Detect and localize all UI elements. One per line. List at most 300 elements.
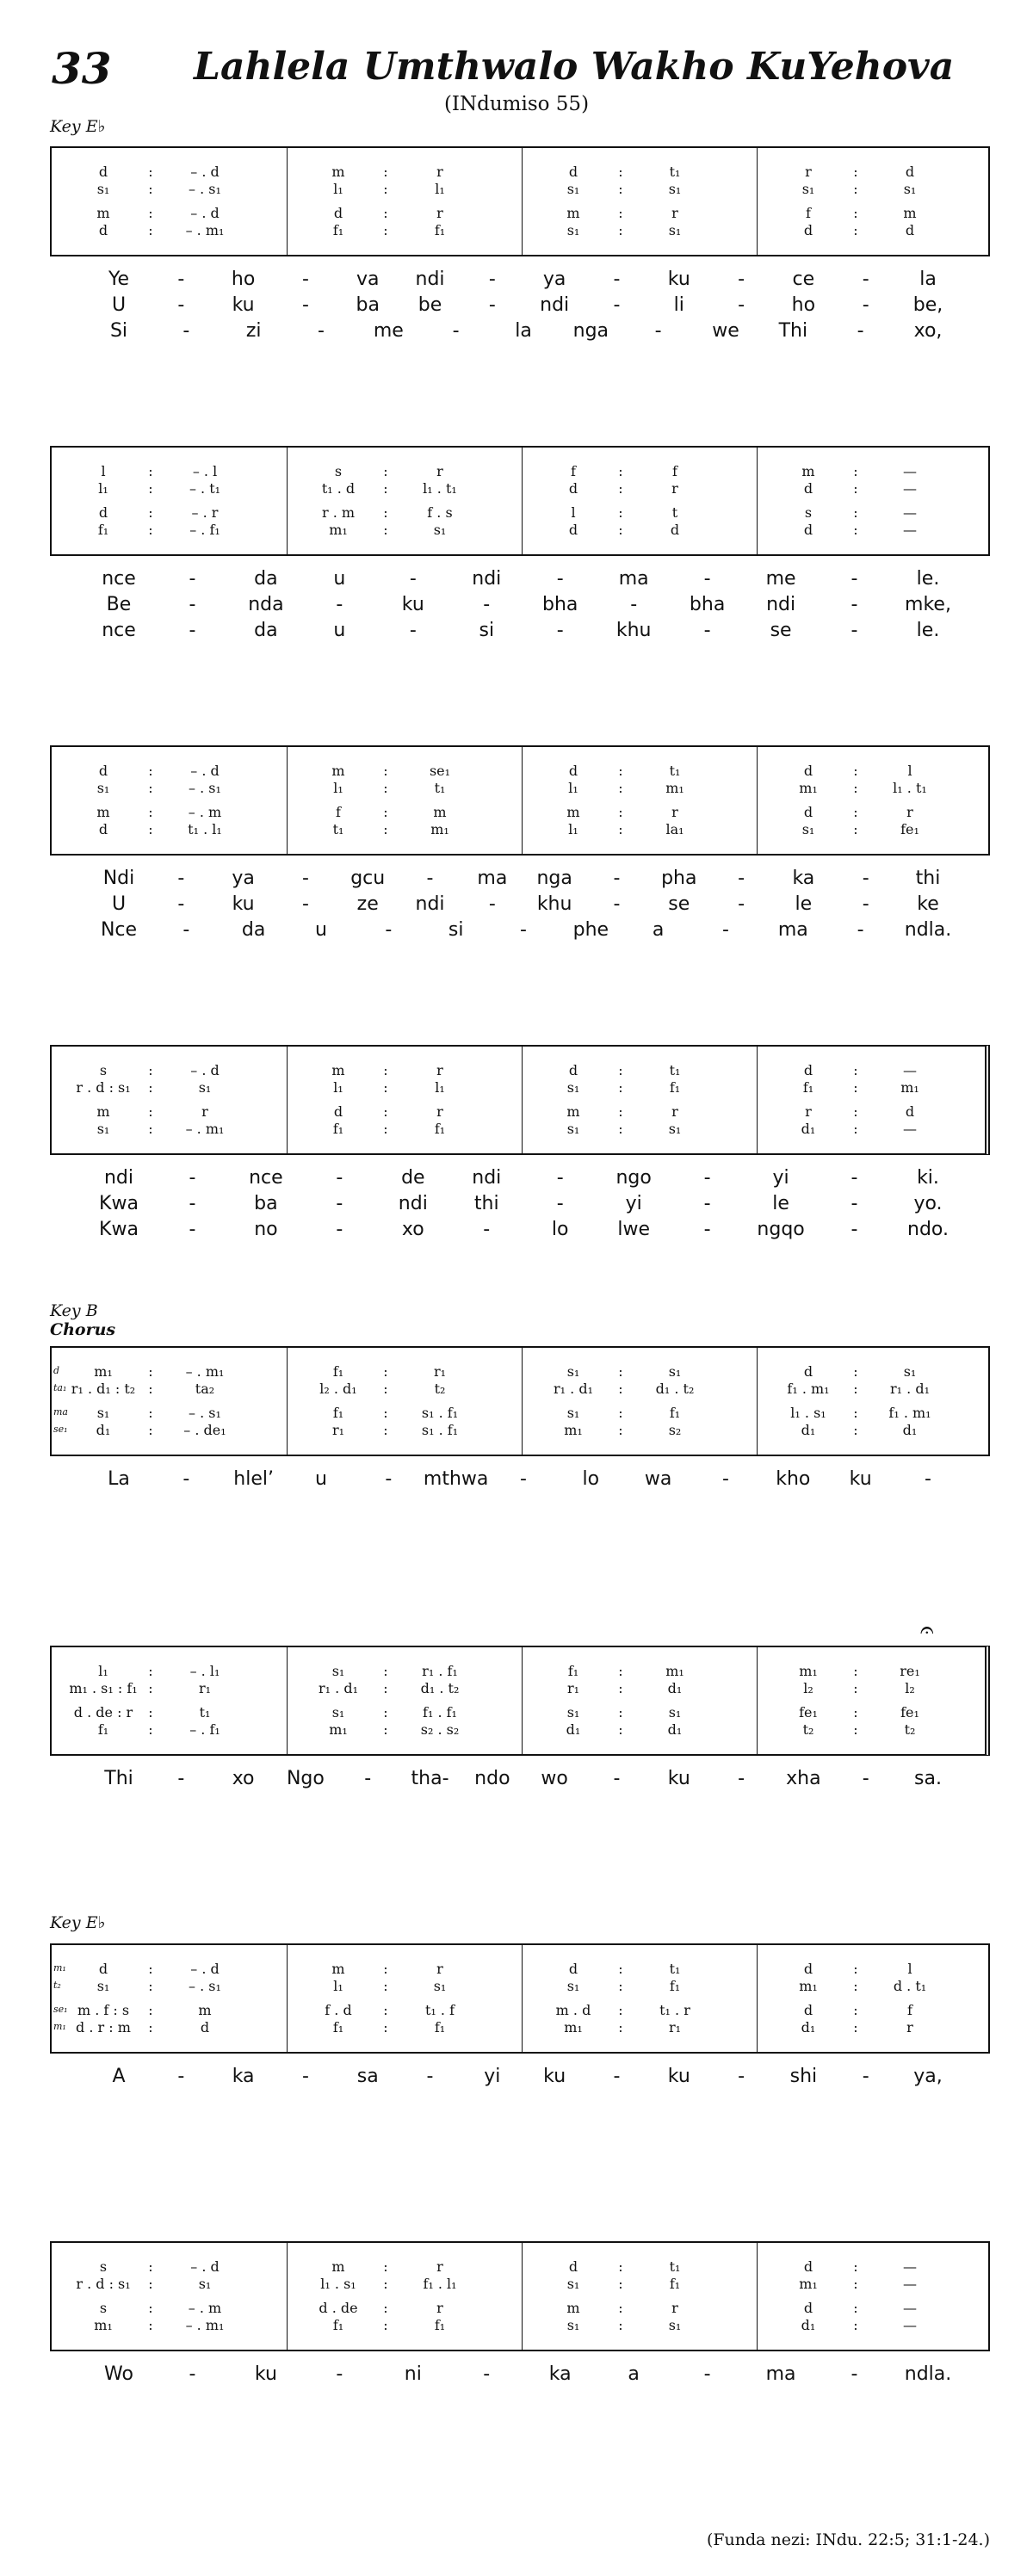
solfa-note: : bbox=[148, 1422, 153, 1438]
hyphen: - bbox=[182, 320, 190, 342]
solfa-note: m₁ bbox=[799, 780, 818, 796]
voice-line bbox=[522, 1978, 757, 1995]
syllable: Be bbox=[106, 594, 132, 615]
solfa-note: r . d : s₁ bbox=[76, 1079, 131, 1096]
syllable: si bbox=[479, 620, 495, 641]
solfa-note: : bbox=[618, 205, 623, 221]
solfa-note: s₁ bbox=[331, 1704, 345, 1720]
voice-line bbox=[757, 1721, 992, 1739]
footer-reference: (Funda nezi: INdu. 22:5; 31:1-24.) bbox=[706, 2530, 990, 2549]
voice-line bbox=[757, 463, 992, 480]
voice-line bbox=[52, 1405, 287, 1422]
solfa-note: m bbox=[331, 1062, 345, 1078]
solfa-note: f₁ bbox=[332, 1405, 344, 1421]
solfa-note: : bbox=[853, 480, 858, 497]
syllable: be, bbox=[912, 294, 943, 316]
syllable: khu bbox=[615, 620, 652, 641]
voice-line bbox=[522, 1103, 757, 1121]
syllable: U bbox=[111, 893, 127, 915]
syllable: yi bbox=[625, 1193, 642, 1214]
voice-line bbox=[287, 1680, 522, 1697]
solfa-note: l₁ . t₁ bbox=[423, 480, 457, 497]
solfa-note: r bbox=[436, 164, 443, 180]
hyphen: - bbox=[189, 620, 196, 641]
solfa-note: f₁ . m₁ bbox=[888, 1405, 931, 1421]
hyphen: - bbox=[738, 893, 745, 915]
solfa-note: s₁ bbox=[566, 1363, 580, 1380]
syllable: hlel’ bbox=[233, 1468, 275, 1490]
solfa-note: : bbox=[853, 1103, 858, 1120]
solfa-note: : bbox=[618, 763, 623, 779]
solfa-note: s₁ bbox=[668, 1121, 682, 1137]
lyric-line bbox=[50, 1468, 990, 1494]
solfa-note: : bbox=[853, 821, 858, 837]
solfa-note: d₁ bbox=[801, 1121, 816, 1137]
voice-line bbox=[287, 1978, 522, 1995]
solfa-note: f₁ bbox=[332, 2317, 344, 2333]
solfa-note: – . m₁ bbox=[185, 1363, 225, 1380]
solfa-note: : bbox=[853, 1680, 858, 1696]
solfa-note: – . l₁ bbox=[189, 1663, 220, 1679]
solfa-note: m bbox=[331, 164, 345, 180]
voice-line bbox=[52, 522, 287, 539]
solfa-note: — bbox=[903, 1121, 917, 1137]
solfa-note: : bbox=[148, 1721, 153, 1738]
voice-label: se₁ bbox=[53, 2004, 68, 2015]
solfa-note: d bbox=[98, 164, 108, 180]
voice-line bbox=[757, 821, 992, 838]
solfa-note: : bbox=[383, 222, 388, 238]
solfa-note: – . m bbox=[188, 804, 222, 820]
solfa-note: r bbox=[906, 2019, 913, 2035]
solfa-note: : bbox=[148, 1121, 153, 1137]
solfa-note: s₁ bbox=[96, 181, 110, 197]
syllable: ku bbox=[232, 893, 255, 915]
lyric-line bbox=[50, 868, 990, 893]
syllable: xo bbox=[401, 1219, 424, 1240]
hyphen: - bbox=[862, 1768, 869, 1789]
voice-line bbox=[287, 1103, 522, 1121]
solfa-note: : bbox=[383, 1381, 388, 1397]
lyric-line bbox=[50, 294, 990, 320]
solfa-note: : bbox=[618, 2317, 623, 2333]
solfa-note: d bbox=[803, 2002, 813, 2018]
solfa-note: t₁ . r bbox=[659, 2002, 690, 2018]
solfa-note: d bbox=[568, 164, 578, 180]
solfa-note: f₁ bbox=[97, 1721, 109, 1738]
syllable: ma bbox=[618, 568, 649, 590]
solfa-note: : bbox=[148, 522, 153, 538]
syllable: sa. bbox=[914, 1768, 942, 1789]
solfa-note: m₁ bbox=[94, 2317, 113, 2333]
solfa-note: : bbox=[853, 1381, 858, 1397]
voice-label: ma bbox=[53, 1406, 68, 1418]
solfa-note: : bbox=[383, 463, 388, 479]
score-system bbox=[50, 1646, 990, 1756]
solfa-note: d bbox=[98, 1961, 108, 1977]
voice-line bbox=[522, 2276, 757, 2293]
key-label-3: Key E♭ bbox=[50, 1913, 106, 1932]
voice-line bbox=[757, 2300, 992, 2317]
solfa-note: : bbox=[853, 1721, 858, 1738]
voice-line bbox=[52, 2002, 287, 2019]
voice-line bbox=[287, 463, 522, 480]
solfa-note: s bbox=[804, 504, 813, 521]
solfa-note: f . d bbox=[325, 2002, 352, 2018]
hyphen: - bbox=[862, 294, 869, 316]
voice-line bbox=[287, 1079, 522, 1096]
solfa-note: m₁ bbox=[799, 1663, 818, 1679]
score-system bbox=[50, 745, 990, 856]
solfa-note: d₁ bbox=[801, 1422, 816, 1438]
voice-line bbox=[287, 1405, 522, 1422]
solfa-note: f₁ bbox=[669, 1978, 681, 1994]
hyphen: - bbox=[613, 1768, 621, 1789]
voice-line bbox=[757, 2317, 992, 2334]
solfa-note: m bbox=[331, 763, 345, 779]
solfa-note: : bbox=[618, 780, 623, 796]
lyric-line bbox=[50, 269, 990, 294]
solfa-note: : bbox=[383, 2276, 388, 2292]
syllable: ndi bbox=[540, 294, 570, 316]
solfa-note: : bbox=[383, 1422, 388, 1438]
solfa-note: : bbox=[148, 222, 153, 238]
hyphen: - bbox=[189, 1193, 196, 1214]
solfa-note: : bbox=[618, 181, 623, 197]
solfa-note: l₂ bbox=[905, 1680, 915, 1696]
syllable: Nce bbox=[100, 919, 138, 941]
voice-line bbox=[757, 2276, 992, 2293]
solfa-note: : bbox=[148, 821, 153, 837]
solfa-note: : bbox=[383, 2019, 388, 2035]
syllable: ndi bbox=[766, 594, 796, 615]
voice-line bbox=[522, 1405, 757, 1422]
solfa-note: r bbox=[436, 1103, 443, 1120]
solfa-note: l₁ bbox=[568, 821, 578, 837]
solfa-note: l bbox=[907, 763, 912, 779]
solfa-note: s₁ bbox=[566, 181, 580, 197]
syllable: nce bbox=[102, 620, 136, 641]
solfa-note: – . t₁ bbox=[189, 480, 221, 497]
voice-line bbox=[522, 164, 757, 181]
solfa-note: r₁ . d₁ bbox=[890, 1381, 930, 1397]
solfa-note: d₁ bbox=[667, 1680, 683, 1696]
syllable: mthwa bbox=[423, 1468, 489, 1490]
syllable: ka bbox=[792, 868, 815, 889]
voice-line bbox=[52, 164, 287, 181]
lyric-line bbox=[50, 893, 990, 919]
syllable: lo bbox=[582, 1468, 600, 1490]
hyphen: - bbox=[703, 2363, 711, 2385]
solfa-note: : bbox=[853, 1363, 858, 1380]
solfa-note: s₁ bbox=[801, 181, 815, 197]
solfa-note: : bbox=[853, 763, 858, 779]
voice-line bbox=[522, 2019, 757, 2036]
solfa-note: d bbox=[803, 2300, 813, 2316]
solfa-note: : bbox=[148, 804, 153, 820]
solfa-note: d₁ bbox=[801, 2019, 816, 2035]
solfa-note: f₁ bbox=[434, 2019, 446, 2035]
hyphen: - bbox=[722, 1468, 729, 1490]
syllable: yo. bbox=[913, 1193, 943, 1214]
voice-line bbox=[52, 1680, 287, 1697]
syllable: da bbox=[254, 568, 278, 590]
solfa-note: t₂ bbox=[904, 1721, 916, 1738]
voice-line bbox=[52, 181, 287, 198]
solfa-note: m₁ bbox=[564, 1422, 583, 1438]
voice-line bbox=[522, 463, 757, 480]
hyphen: - bbox=[483, 2363, 491, 2385]
solfa-note: d . t₁ bbox=[893, 1978, 927, 1994]
solfa-note: f bbox=[336, 804, 341, 820]
syllable: xo bbox=[232, 1768, 255, 1789]
hyphen: - bbox=[483, 1219, 491, 1240]
hyphen: - bbox=[703, 1167, 711, 1189]
solfa-note: : bbox=[148, 1405, 153, 1421]
syllable: nda bbox=[248, 594, 284, 615]
solfa-note: – . m₁ bbox=[185, 222, 225, 238]
voice-line bbox=[287, 164, 522, 181]
solfa-note: s₁ bbox=[566, 222, 580, 238]
solfa-note: s₁ bbox=[198, 2276, 212, 2292]
solfa-note: l₁ bbox=[435, 181, 445, 197]
solfa-note: t₁ bbox=[669, 164, 681, 180]
solfa-note: : bbox=[383, 504, 388, 521]
solfa-note: r₁ . f₁ bbox=[422, 1663, 458, 1679]
syllable: sa bbox=[356, 2066, 379, 2087]
voice-line bbox=[287, 763, 522, 780]
solfa-note: : bbox=[618, 222, 623, 238]
solfa-note: m bbox=[566, 1103, 580, 1120]
hyphen: - bbox=[336, 2363, 343, 2385]
solfa-note: : bbox=[148, 480, 153, 497]
voice-line bbox=[287, 2317, 522, 2334]
solfa-note: d bbox=[98, 504, 108, 521]
solfa-note: r₁ bbox=[566, 1680, 580, 1696]
lyric-line bbox=[50, 2066, 990, 2091]
solfa-note: r bbox=[805, 164, 812, 180]
solfa-note: d . de bbox=[319, 2300, 358, 2316]
solfa-note: r₁ . d₁ bbox=[554, 1381, 593, 1397]
solfa-note: r bbox=[201, 1103, 208, 1120]
song-number: 33 bbox=[52, 43, 112, 94]
hyphen: - bbox=[177, 868, 185, 889]
solfa-note: : bbox=[383, 1062, 388, 1078]
solfa-note: f₁ bbox=[669, 1079, 681, 1096]
hyphen: - bbox=[738, 1768, 745, 1789]
solfa-note: d bbox=[803, 1961, 813, 1977]
voice-line bbox=[757, 780, 992, 797]
solfa-note: t₁ bbox=[669, 763, 681, 779]
voice-line bbox=[287, 181, 522, 198]
syllable: ku bbox=[254, 2363, 277, 2385]
voice-label: t₂ bbox=[53, 1980, 61, 1991]
hyphen: - bbox=[851, 594, 858, 615]
key-label-1: Key E♭ bbox=[50, 117, 106, 136]
hyphen: - bbox=[189, 2363, 196, 2385]
solfa-note: : bbox=[618, 1680, 623, 1696]
voice-line bbox=[52, 2300, 287, 2317]
score-system bbox=[50, 146, 990, 256]
hyphen: - bbox=[857, 919, 864, 941]
solfa-note: — bbox=[903, 2317, 917, 2333]
voice-label: se₁ bbox=[53, 1424, 68, 1435]
solfa-note: la₁ bbox=[665, 821, 684, 837]
solfa-note: : bbox=[853, 1062, 858, 1078]
solfa-note: f₁ bbox=[332, 222, 344, 238]
voice-line bbox=[522, 1121, 757, 1138]
voice-line bbox=[52, 1079, 287, 1096]
solfa-note: : bbox=[383, 1079, 388, 1096]
hyphen: - bbox=[862, 269, 869, 290]
hyphen: - bbox=[189, 1167, 196, 1189]
solfa-note: : bbox=[148, 2300, 153, 2316]
hyphen: - bbox=[409, 620, 417, 641]
solfa-note: s₁ bbox=[903, 181, 917, 197]
hyphen: - bbox=[851, 568, 858, 590]
syllable: ku bbox=[849, 1468, 872, 1490]
solfa-note: : bbox=[853, 1704, 858, 1720]
solfa-note: : bbox=[383, 780, 388, 796]
solfa-note: : bbox=[853, 164, 858, 180]
syllable: Si bbox=[109, 320, 128, 342]
solfa-note: : bbox=[148, 780, 153, 796]
syllable: yi bbox=[772, 1167, 789, 1189]
solfa-note: – . r bbox=[191, 504, 219, 521]
solfa-note: : bbox=[148, 2276, 153, 2292]
solfa-note: – . d bbox=[190, 1961, 220, 1977]
solfa-note: : bbox=[618, 1103, 623, 1120]
voice-line bbox=[757, 480, 992, 497]
solfa-note: l bbox=[907, 1961, 912, 1977]
syllable: La bbox=[108, 1468, 130, 1490]
solfa-note: f₁ bbox=[332, 2019, 344, 2035]
solfa-note: f₁ bbox=[97, 522, 109, 538]
hyphen: - bbox=[613, 294, 621, 316]
solfa-note: s₁ bbox=[566, 1079, 580, 1096]
solfa-note: s₁ bbox=[668, 181, 682, 197]
syllable: khu bbox=[536, 893, 572, 915]
solfa-note: d bbox=[905, 222, 915, 238]
voice-line bbox=[757, 1381, 992, 1398]
solfa-note: : bbox=[148, 1103, 153, 1120]
solfa-note: s bbox=[334, 463, 343, 479]
syllable: nce bbox=[249, 1167, 283, 1189]
syllable: li bbox=[673, 294, 684, 316]
syllable: ku bbox=[667, 2066, 690, 2087]
solfa-note: d bbox=[98, 222, 108, 238]
key-label-2: Key B bbox=[50, 1301, 98, 1320]
solfa-note: : bbox=[853, 522, 858, 538]
solfa-note: m bbox=[433, 804, 447, 820]
hyphen: - bbox=[613, 269, 621, 290]
solfa-note: s₁ . f₁ bbox=[421, 1405, 459, 1421]
voice-line bbox=[522, 1381, 757, 1398]
syllable: ze bbox=[356, 893, 379, 915]
voice-line bbox=[522, 1363, 757, 1381]
solfa-note: l₁ bbox=[435, 1079, 445, 1096]
syllable: xha bbox=[786, 1768, 821, 1789]
syllable: ni bbox=[404, 2363, 422, 2385]
solfa-note: s₂ . s₂ bbox=[420, 1721, 460, 1738]
solfa-note: s₁ bbox=[801, 821, 815, 837]
solfa-note: : bbox=[148, 164, 153, 180]
syllable: ka bbox=[232, 2066, 255, 2087]
solfa-note: : bbox=[853, 1961, 858, 1977]
solfa-note: d₁ bbox=[801, 2317, 816, 2333]
syllable: thi bbox=[473, 1193, 499, 1214]
solfa-note: – . m₁ bbox=[185, 1121, 225, 1137]
solfa-note: : bbox=[383, 205, 388, 221]
syllable: gcu bbox=[350, 868, 386, 889]
solfa-note: : bbox=[148, 1062, 153, 1078]
voice-label: ta₁ bbox=[53, 1382, 67, 1393]
solfa-note: r bbox=[805, 1103, 812, 1120]
solfa-note: l₁ . s₁ bbox=[790, 1405, 826, 1421]
syllable: lo bbox=[551, 1219, 569, 1240]
solfa-note: : bbox=[618, 1663, 623, 1679]
solfa-note: t bbox=[671, 504, 678, 521]
solfa-note: l₁ . s₁ bbox=[320, 2276, 356, 2292]
solfa-note: d₁ . t₂ bbox=[655, 1381, 695, 1397]
syllable: Thi bbox=[104, 1768, 133, 1789]
syllable: si bbox=[448, 919, 464, 941]
solfa-note: : bbox=[383, 804, 388, 820]
solfa-note: : bbox=[618, 1121, 623, 1137]
voice-line bbox=[757, 2002, 992, 2019]
solfa-note: m . d bbox=[555, 2002, 591, 2018]
solfa-note: f . s bbox=[427, 504, 453, 521]
syllable: ndla. bbox=[904, 2363, 952, 2385]
solfa-note: d . de : r bbox=[73, 1704, 133, 1720]
solfa-note: l₁ bbox=[333, 181, 343, 197]
syllable: be bbox=[418, 294, 442, 316]
syllable: pha bbox=[661, 868, 697, 889]
solfa-note: m₁ bbox=[94, 1363, 113, 1380]
hyphen: - bbox=[738, 294, 745, 316]
hyphen: - bbox=[630, 594, 638, 615]
chorus-label: Chorus bbox=[50, 1320, 116, 1339]
hyphen: - bbox=[364, 1768, 372, 1789]
voice-line bbox=[52, 821, 287, 838]
solfa-note: r bbox=[671, 804, 678, 820]
hyphen: - bbox=[182, 919, 190, 941]
hyphen: - bbox=[851, 1193, 858, 1214]
voice-line bbox=[522, 1680, 757, 1697]
hyphen: - bbox=[301, 269, 309, 290]
voice-line bbox=[52, 1721, 287, 1739]
voice-line bbox=[757, 1062, 992, 1079]
solfa-note: d bbox=[568, 1062, 578, 1078]
hyphen: - bbox=[862, 893, 869, 915]
voice-line bbox=[757, 164, 992, 181]
hyphen: - bbox=[177, 1768, 185, 1789]
syllable: ndi bbox=[472, 1167, 502, 1189]
hyphen: - bbox=[189, 568, 196, 590]
solfa-note: d bbox=[905, 1103, 915, 1120]
fermata-icon: 𝄐 bbox=[920, 1615, 934, 1644]
hyphen: - bbox=[613, 2066, 621, 2087]
solfa-note: l₁ . t₁ bbox=[893, 780, 927, 796]
lyric-line bbox=[50, 568, 990, 594]
syllable: u bbox=[315, 919, 327, 941]
solfa-note: — bbox=[903, 480, 917, 497]
voice-line bbox=[757, 1103, 992, 1121]
solfa-note: s₁ bbox=[198, 1079, 212, 1096]
solfa-note: : bbox=[148, 463, 153, 479]
solfa-note: m₁ bbox=[564, 2019, 583, 2035]
solfa-note: : bbox=[383, 2300, 388, 2316]
